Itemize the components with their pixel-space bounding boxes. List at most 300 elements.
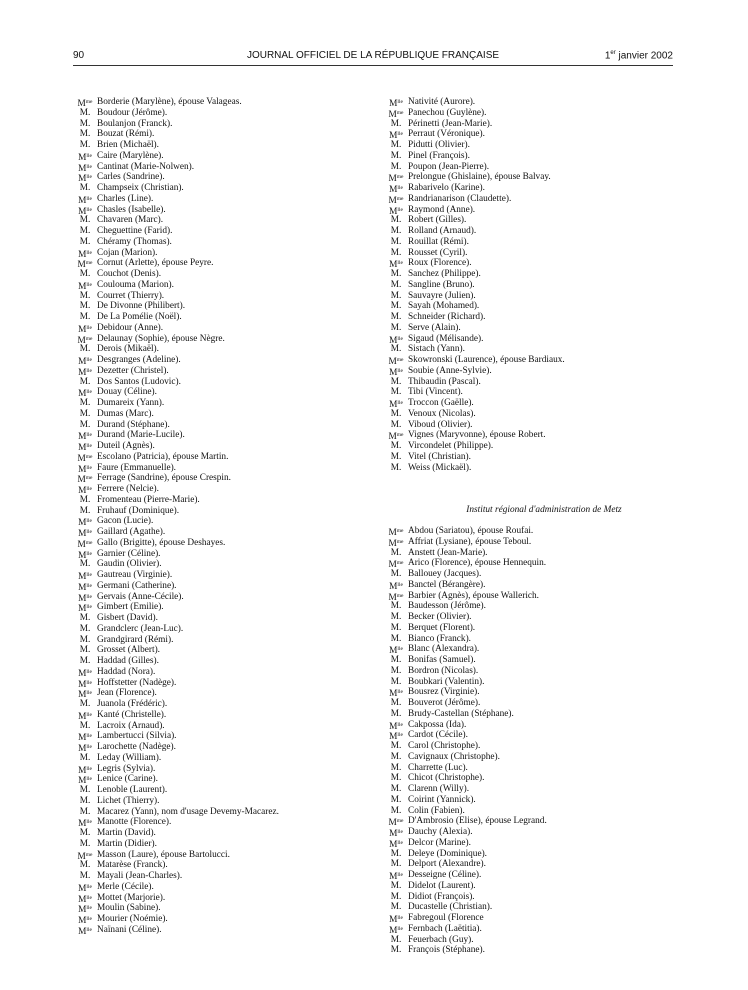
list-item	[384, 334, 674, 345]
civility-title: $M^{lle}$	[78, 163, 92, 174]
list-item	[73, 226, 363, 237]
civility-title: $M^{lle}$	[78, 744, 92, 754]
list-item	[73, 119, 363, 130]
person-name: Larochette (Nadège).	[97, 742, 176, 752]
civility-title: $M^{lle}$	[78, 206, 92, 217]
list-item	[384, 194, 674, 205]
person-name: Delcor (Marine).	[408, 837, 471, 848]
civility-title: $M^{lle}$	[78, 389, 92, 400]
person-name: Cantinat (Marie-Nolwen).	[97, 161, 195, 172]
list-item	[384, 623, 674, 634]
person-name: Tibi (Vincent).	[408, 387, 463, 398]
list-item	[73, 387, 363, 398]
person-name: Brien (Michaël).	[97, 140, 159, 150]
person-name: Duteil (Agnès).	[97, 441, 155, 451]
civility-title: $M^{lle}$	[78, 604, 92, 615]
list-item	[384, 612, 674, 623]
person-name: Boulanjon (Franck).	[97, 118, 173, 129]
person-name: Sangline (Bruno).	[408, 279, 475, 290]
person-name: Rabarivelo (Karine).	[408, 183, 485, 193]
civility-title: $M^{lle}$	[78, 916, 92, 926]
civility-title: $M^{lle}$	[78, 550, 92, 561]
list-item	[384, 301, 674, 312]
civility-title: M.	[390, 773, 402, 784]
person-name: Delport (Alexandre).	[408, 859, 486, 870]
list-item	[73, 430, 363, 441]
person-name: Naïnani (Céline).	[97, 924, 162, 935]
list-item	[384, 108, 674, 119]
civility-title: M.	[390, 891, 402, 902]
list-item	[384, 183, 674, 194]
civility-title: M.	[79, 838, 91, 849]
list-item	[384, 129, 674, 140]
list-item	[73, 753, 363, 764]
person-name: Ferrage (Sandrine), épouse Crespin.	[97, 473, 231, 484]
list-item	[73, 559, 363, 570]
civility-title: M.	[390, 290, 402, 301]
list-item	[73, 774, 363, 785]
person-name: Abdou (Sariatou), épouse Roufai.	[408, 526, 534, 536]
civility-title: $M^{lle}$	[78, 765, 92, 776]
list-item	[384, 344, 674, 355]
civility-title: M.	[390, 279, 402, 290]
civility-title: M.	[390, 762, 402, 773]
list-item	[384, 709, 674, 720]
person-name: Becker (Olivier).	[408, 612, 472, 622]
person-name: Caire (Marylène).	[97, 150, 164, 161]
civility-title: M.	[79, 645, 91, 656]
person-name: Poupon (Jean-Pierre).	[408, 161, 490, 172]
civility-title: $M^{lle}$	[78, 432, 92, 443]
civility-title: $M^{lle}$	[78, 281, 92, 292]
list-item	[73, 699, 363, 710]
list-item	[384, 827, 674, 838]
person-name: Cardot (Cécile).	[408, 730, 468, 741]
list-item	[384, 548, 674, 559]
person-name: Hoffstetter (Nadège).	[97, 677, 177, 688]
person-name: Bianco (Franck).	[408, 633, 471, 644]
person-name: Mourier (Noémie).	[97, 914, 168, 924]
list-item	[384, 172, 674, 183]
person-name: Gacon (Lucie).	[97, 516, 154, 527]
civility-title: M.	[390, 741, 402, 751]
civility-title: $M^{lle}$	[78, 711, 92, 722]
list-item	[384, 913, 674, 924]
person-name: François (Stéphane).	[408, 945, 485, 956]
civility-title: M.	[390, 247, 402, 258]
civility-title: M.	[79, 236, 91, 247]
list-item	[73, 667, 363, 678]
civility-title: $M^{lle}$	[389, 839, 403, 850]
civility-title: $M^{lle}$	[389, 367, 403, 378]
civility-title: $M^{lle}$	[389, 732, 403, 743]
civility-title: $M^{me}$	[388, 818, 404, 829]
list-item	[384, 784, 674, 795]
civility-title: M.	[390, 902, 402, 913]
list-item	[384, 838, 674, 849]
person-name: Anstett (Jean-Marie).	[408, 547, 488, 558]
person-name: Rousset (Cyril).	[408, 247, 468, 258]
person-name: Chicot (Christophe).	[408, 773, 485, 784]
issue-date	[605, 50, 673, 61]
civility-title: M.	[79, 140, 91, 150]
civility-title: $M^{me}$	[77, 475, 93, 486]
list-item	[384, 387, 674, 398]
civility-title: $M^{me}$	[77, 453, 93, 464]
person-name: Ducastelle (Christian).	[408, 902, 493, 913]
list-item	[73, 871, 363, 882]
list-item	[73, 828, 363, 839]
list-item	[73, 678, 363, 689]
list-item	[73, 108, 363, 119]
person-name: Rouillat (Rémi).	[408, 236, 469, 247]
civility-title: $M^{lle}$	[78, 819, 92, 830]
list-item	[73, 495, 363, 506]
civility-title: $M^{me}$	[77, 260, 93, 271]
list-item	[73, 205, 363, 216]
civility-title: $M^{lle}$	[389, 646, 403, 657]
person-name: Sanchez (Philippe).	[408, 269, 481, 279]
list-item	[73, 441, 363, 452]
person-name: Mayali (Jean-Charles).	[97, 871, 183, 881]
civility-title: $M^{lle}$	[78, 357, 92, 367]
list-item	[384, 377, 674, 388]
person-name: Venoux (Nicolas).	[408, 408, 476, 419]
list-item	[384, 97, 674, 108]
civility-title: M.	[390, 880, 402, 891]
issue-date-suffix: er	[610, 50, 616, 56]
list-item	[384, 870, 674, 881]
list-item	[73, 420, 363, 431]
person-name: Roux (Florence).	[408, 258, 472, 269]
list-item	[73, 807, 363, 818]
list-item	[73, 484, 363, 495]
person-name: Baudesson (Jérôme).	[408, 601, 486, 612]
person-name: Gaudin (Olivier).	[97, 559, 162, 570]
list-item	[73, 215, 363, 226]
issue-date-day: 1	[604, 50, 611, 62]
issue-date-rest: janvier 2002	[615, 50, 673, 62]
person-name: Garnier (Céline).	[97, 548, 161, 559]
person-name: Gervais (Anne-Cécile).	[97, 591, 184, 602]
civility-title: M.	[390, 633, 402, 644]
list-item	[384, 366, 674, 377]
list-item	[384, 892, 674, 903]
civility-title: $M^{lle}$	[78, 464, 92, 475]
civility-title: M.	[390, 215, 402, 226]
person-name: Perraut (Véronique).	[408, 129, 485, 140]
list-item	[73, 248, 363, 259]
person-name: Gisbert (David).	[97, 613, 158, 623]
person-name: Gautreau (Virginie).	[97, 570, 173, 580]
left-column	[73, 97, 363, 936]
list-item	[73, 839, 363, 850]
list-item	[73, 355, 363, 366]
civility-title: M.	[79, 785, 91, 795]
person-name: Charrette (Luc).	[408, 762, 468, 773]
person-name: Legris (Sylvia).	[97, 763, 156, 774]
civility-title: $M^{lle}$	[389, 206, 403, 217]
civility-title: $M^{me}$	[388, 432, 404, 443]
person-name: Cheguettine (Farid).	[97, 226, 173, 236]
person-name: Troccon (Gaëlle).	[408, 398, 474, 408]
header-rule	[73, 65, 673, 66]
civility-title: $M^{lle}$	[389, 829, 403, 839]
person-name: Ballouey (Jacques).	[408, 569, 482, 579]
person-name: Fernbach (Laëtitia).	[408, 923, 482, 934]
list-item	[73, 527, 363, 538]
civility-title: M.	[390, 784, 402, 794]
civility-title: M.	[390, 376, 402, 387]
civility-title: M.	[390, 462, 402, 473]
person-name: Couchot (Denis).	[97, 269, 162, 279]
person-name: Prelongue (Ghislaine), épouse Balvay.	[408, 172, 551, 183]
person-name: Didelot (Laurent).	[408, 880, 476, 891]
civility-title: M.	[79, 795, 91, 806]
list-item	[384, 248, 674, 259]
person-name: Pinel (François).	[408, 150, 470, 161]
list-item	[384, 215, 674, 226]
list-item	[73, 645, 363, 656]
person-name: Moulin (Sabine).	[97, 903, 161, 914]
civility-title: $M^{me}$	[388, 528, 404, 538]
civility-title: $M^{lle}$	[78, 582, 92, 593]
list-item	[384, 591, 674, 602]
civility-title: M.	[79, 494, 91, 505]
person-name: Blanc (Alexandra).	[408, 644, 480, 655]
list-item	[384, 902, 674, 913]
list-item	[73, 237, 363, 248]
list-item	[73, 742, 363, 753]
civility-title: M.	[79, 398, 91, 408]
person-name: Dos Santos (Ludovic).	[97, 376, 181, 387]
civility-title: $M^{me}$	[77, 335, 93, 346]
list-item	[73, 162, 363, 173]
civility-title: $M^{lle}$	[389, 99, 403, 109]
list-item	[384, 881, 674, 892]
list-item	[73, 473, 363, 484]
list-item	[73, 796, 363, 807]
person-name: Masson (Laure), épouse Bartolucci.	[97, 849, 230, 860]
civility-title: $M^{lle}$	[78, 324, 92, 335]
civility-title: M.	[390, 601, 402, 612]
person-name: Jean (Florence).	[97, 688, 157, 699]
person-name: Skowronski (Laurence), épouse Bardiaux.	[408, 355, 565, 365]
list-item	[384, 601, 674, 612]
person-name: Bordron (Nicolas).	[408, 665, 479, 676]
person-name: Panechou (Guylène).	[408, 107, 487, 118]
person-name: Grandgirard (Rémi).	[97, 634, 174, 645]
civility-title: $M^{lle}$	[78, 593, 92, 604]
civility-title: M.	[79, 129, 91, 140]
list-item	[384, 526, 674, 537]
person-name: Bonifas (Samuel).	[408, 655, 476, 665]
list-item	[384, 924, 674, 935]
person-name: Affriat (Lysiane), épouse Teboul.	[408, 536, 532, 547]
civility-title: M.	[390, 344, 402, 355]
civility-title: M.	[79, 107, 91, 118]
list-item	[384, 119, 674, 130]
person-name: Schneider (Richard).	[408, 312, 486, 322]
person-name: Debidour (Anne).	[97, 322, 164, 333]
civility-title: $M^{me}$	[388, 538, 404, 549]
list-item	[73, 280, 363, 291]
civility-title: M.	[79, 118, 91, 129]
person-name: Carles (Sandrine).	[97, 172, 165, 183]
list-item	[73, 172, 363, 183]
civility-title: M.	[79, 408, 91, 419]
person-name: Borderie (Marylène), épouse Valageas.	[97, 97, 242, 107]
civility-title: $M^{lle}$	[78, 518, 92, 529]
person-name: Matarèse (Franck).	[97, 860, 168, 871]
person-name: Durand (Marie-Lucile).	[97, 430, 185, 441]
list-item	[384, 323, 674, 334]
person-name: Boubkari (Valentin).	[408, 676, 485, 687]
person-name: Durand (Stéphane).	[97, 419, 170, 430]
person-name: Charles (Line).	[97, 193, 154, 204]
person-name: Gallo (Brigitte), épouse Deshayes.	[97, 537, 226, 548]
person-name: Vircondelet (Philippe).	[408, 441, 494, 451]
civility-title: M.	[390, 859, 402, 870]
person-name: Gaillard (Agathe).	[97, 527, 166, 537]
person-name: Pidutti (Olivier).	[408, 140, 470, 150]
list-item	[73, 323, 363, 334]
list-item	[384, 140, 674, 151]
person-name: Cornut (Arlette), épouse Peyre.	[97, 258, 214, 269]
civility-title: M.	[390, 708, 402, 719]
list-item	[73, 688, 363, 699]
list-item	[73, 269, 363, 280]
civility-title: M.	[390, 934, 402, 945]
list-item	[384, 698, 674, 709]
list-item	[73, 334, 363, 345]
person-name: Deleye (Dominique).	[408, 848, 487, 859]
person-name: Vignes (Maryvonne), épouse Robert.	[408, 430, 546, 441]
person-name: Chavaren (Marc).	[97, 215, 164, 226]
person-name: Lenoble (Laurent).	[97, 785, 168, 795]
civility-title: $M^{lle}$	[78, 249, 92, 260]
list-item	[384, 258, 674, 269]
civility-title: M.	[390, 140, 402, 150]
civility-title: $M^{lle}$	[389, 689, 403, 700]
list-item	[384, 237, 674, 248]
list-item	[384, 859, 674, 870]
person-name: Randrianarison (Claudette).	[408, 193, 512, 204]
civility-title: $M^{lle}$	[389, 185, 403, 195]
person-name: Courret (Thierry).	[97, 290, 165, 301]
list-item	[384, 162, 674, 173]
civility-title: $M^{lle}$	[389, 400, 403, 410]
civility-title: $M^{lle}$	[389, 872, 403, 882]
civility-title: M.	[390, 408, 402, 419]
list-item	[73, 764, 363, 775]
list-item	[73, 710, 363, 721]
civility-title: M.	[79, 828, 91, 838]
person-name: Lenice (Carine).	[97, 774, 158, 785]
list-item	[73, 140, 363, 151]
civility-title: $M^{lle}$	[389, 131, 403, 142]
person-name: Soubie (Anne-Sylvie).	[408, 365, 492, 376]
person-name: Rolland (Arnaud).	[408, 226, 477, 236]
list-item	[384, 655, 674, 666]
list-item	[384, 537, 674, 548]
civility-title: $M^{lle}$	[78, 905, 92, 916]
person-name: Robert (Gilles).	[408, 215, 467, 226]
person-name: De Divonne (Philibert).	[97, 301, 186, 312]
civility-title: M.	[390, 150, 402, 161]
list-item	[73, 903, 363, 914]
civility-title: $M^{me}$	[77, 539, 93, 550]
list-item	[384, 151, 674, 162]
list-item	[73, 151, 363, 162]
person-name: Derois (Mikaël).	[97, 344, 159, 355]
person-name: Raymond (Anne).	[408, 204, 476, 215]
list-item	[73, 97, 363, 108]
civility-title: $M^{lle}$	[389, 721, 403, 732]
person-name: Weiss (Mickaël).	[408, 462, 472, 473]
list-item	[73, 183, 363, 194]
civility-title: M.	[390, 161, 402, 172]
civility-title: M.	[390, 226, 402, 236]
person-name: Faure (Emmanuelle).	[97, 462, 176, 473]
civility-title: M.	[79, 623, 91, 634]
list-item	[73, 850, 363, 861]
person-name: Fruhauf (Dominique).	[97, 505, 180, 516]
civility-title: M.	[79, 634, 91, 645]
list-item	[384, 752, 674, 763]
person-name: Martin (David).	[97, 828, 156, 838]
person-name: Sigaud (Mélisande).	[408, 333, 484, 344]
civility-title: M.	[390, 322, 402, 333]
civility-title: M.	[390, 676, 402, 687]
person-name: Viboud (Olivier).	[408, 419, 473, 430]
person-name: Sauvayre (Julien).	[408, 290, 476, 301]
list-item	[73, 656, 363, 667]
list-item	[73, 258, 363, 269]
list-item	[73, 925, 363, 936]
list-item	[384, 795, 674, 806]
list-item	[384, 355, 674, 366]
list-item	[73, 635, 363, 646]
civility-title: M.	[390, 387, 402, 398]
person-name: Lacroix (Arnaud).	[97, 720, 165, 731]
person-name: Serve (Alain).	[408, 322, 461, 333]
person-name: Gimbert (Emilie).	[97, 602, 164, 613]
person-name: Clarenn (Willy).	[408, 784, 470, 794]
person-name: Escolano (Patricia), épouse Martin.	[97, 451, 229, 462]
list-item	[73, 549, 363, 560]
person-name: Desgranges (Adeline).	[97, 355, 181, 365]
list-item	[384, 291, 674, 302]
list-item	[384, 687, 674, 698]
person-name: Mottet (Marjorie).	[97, 892, 166, 903]
civility-title: M.	[390, 794, 402, 805]
person-name: Sayah (Mohamed).	[408, 301, 480, 312]
civility-title: M.	[79, 226, 91, 236]
journal-title: JOURNAL OFFICIEL DE LA RÉPUBLIQUE FRANÇAISE	[246, 50, 500, 61]
list-item	[73, 721, 363, 732]
civility-title: M.	[79, 505, 91, 516]
list-item	[384, 398, 674, 409]
civility-title: M.	[390, 751, 402, 762]
list-item	[73, 731, 363, 742]
list-item	[73, 592, 363, 603]
person-name: Champseix (Christian).	[97, 183, 184, 193]
civility-title: $M^{lle}$	[78, 926, 92, 937]
person-name: Feuerbach (Guy).	[408, 934, 474, 945]
civility-title: M.	[79, 183, 91, 193]
person-name: Grosset (Albert).	[97, 645, 160, 656]
